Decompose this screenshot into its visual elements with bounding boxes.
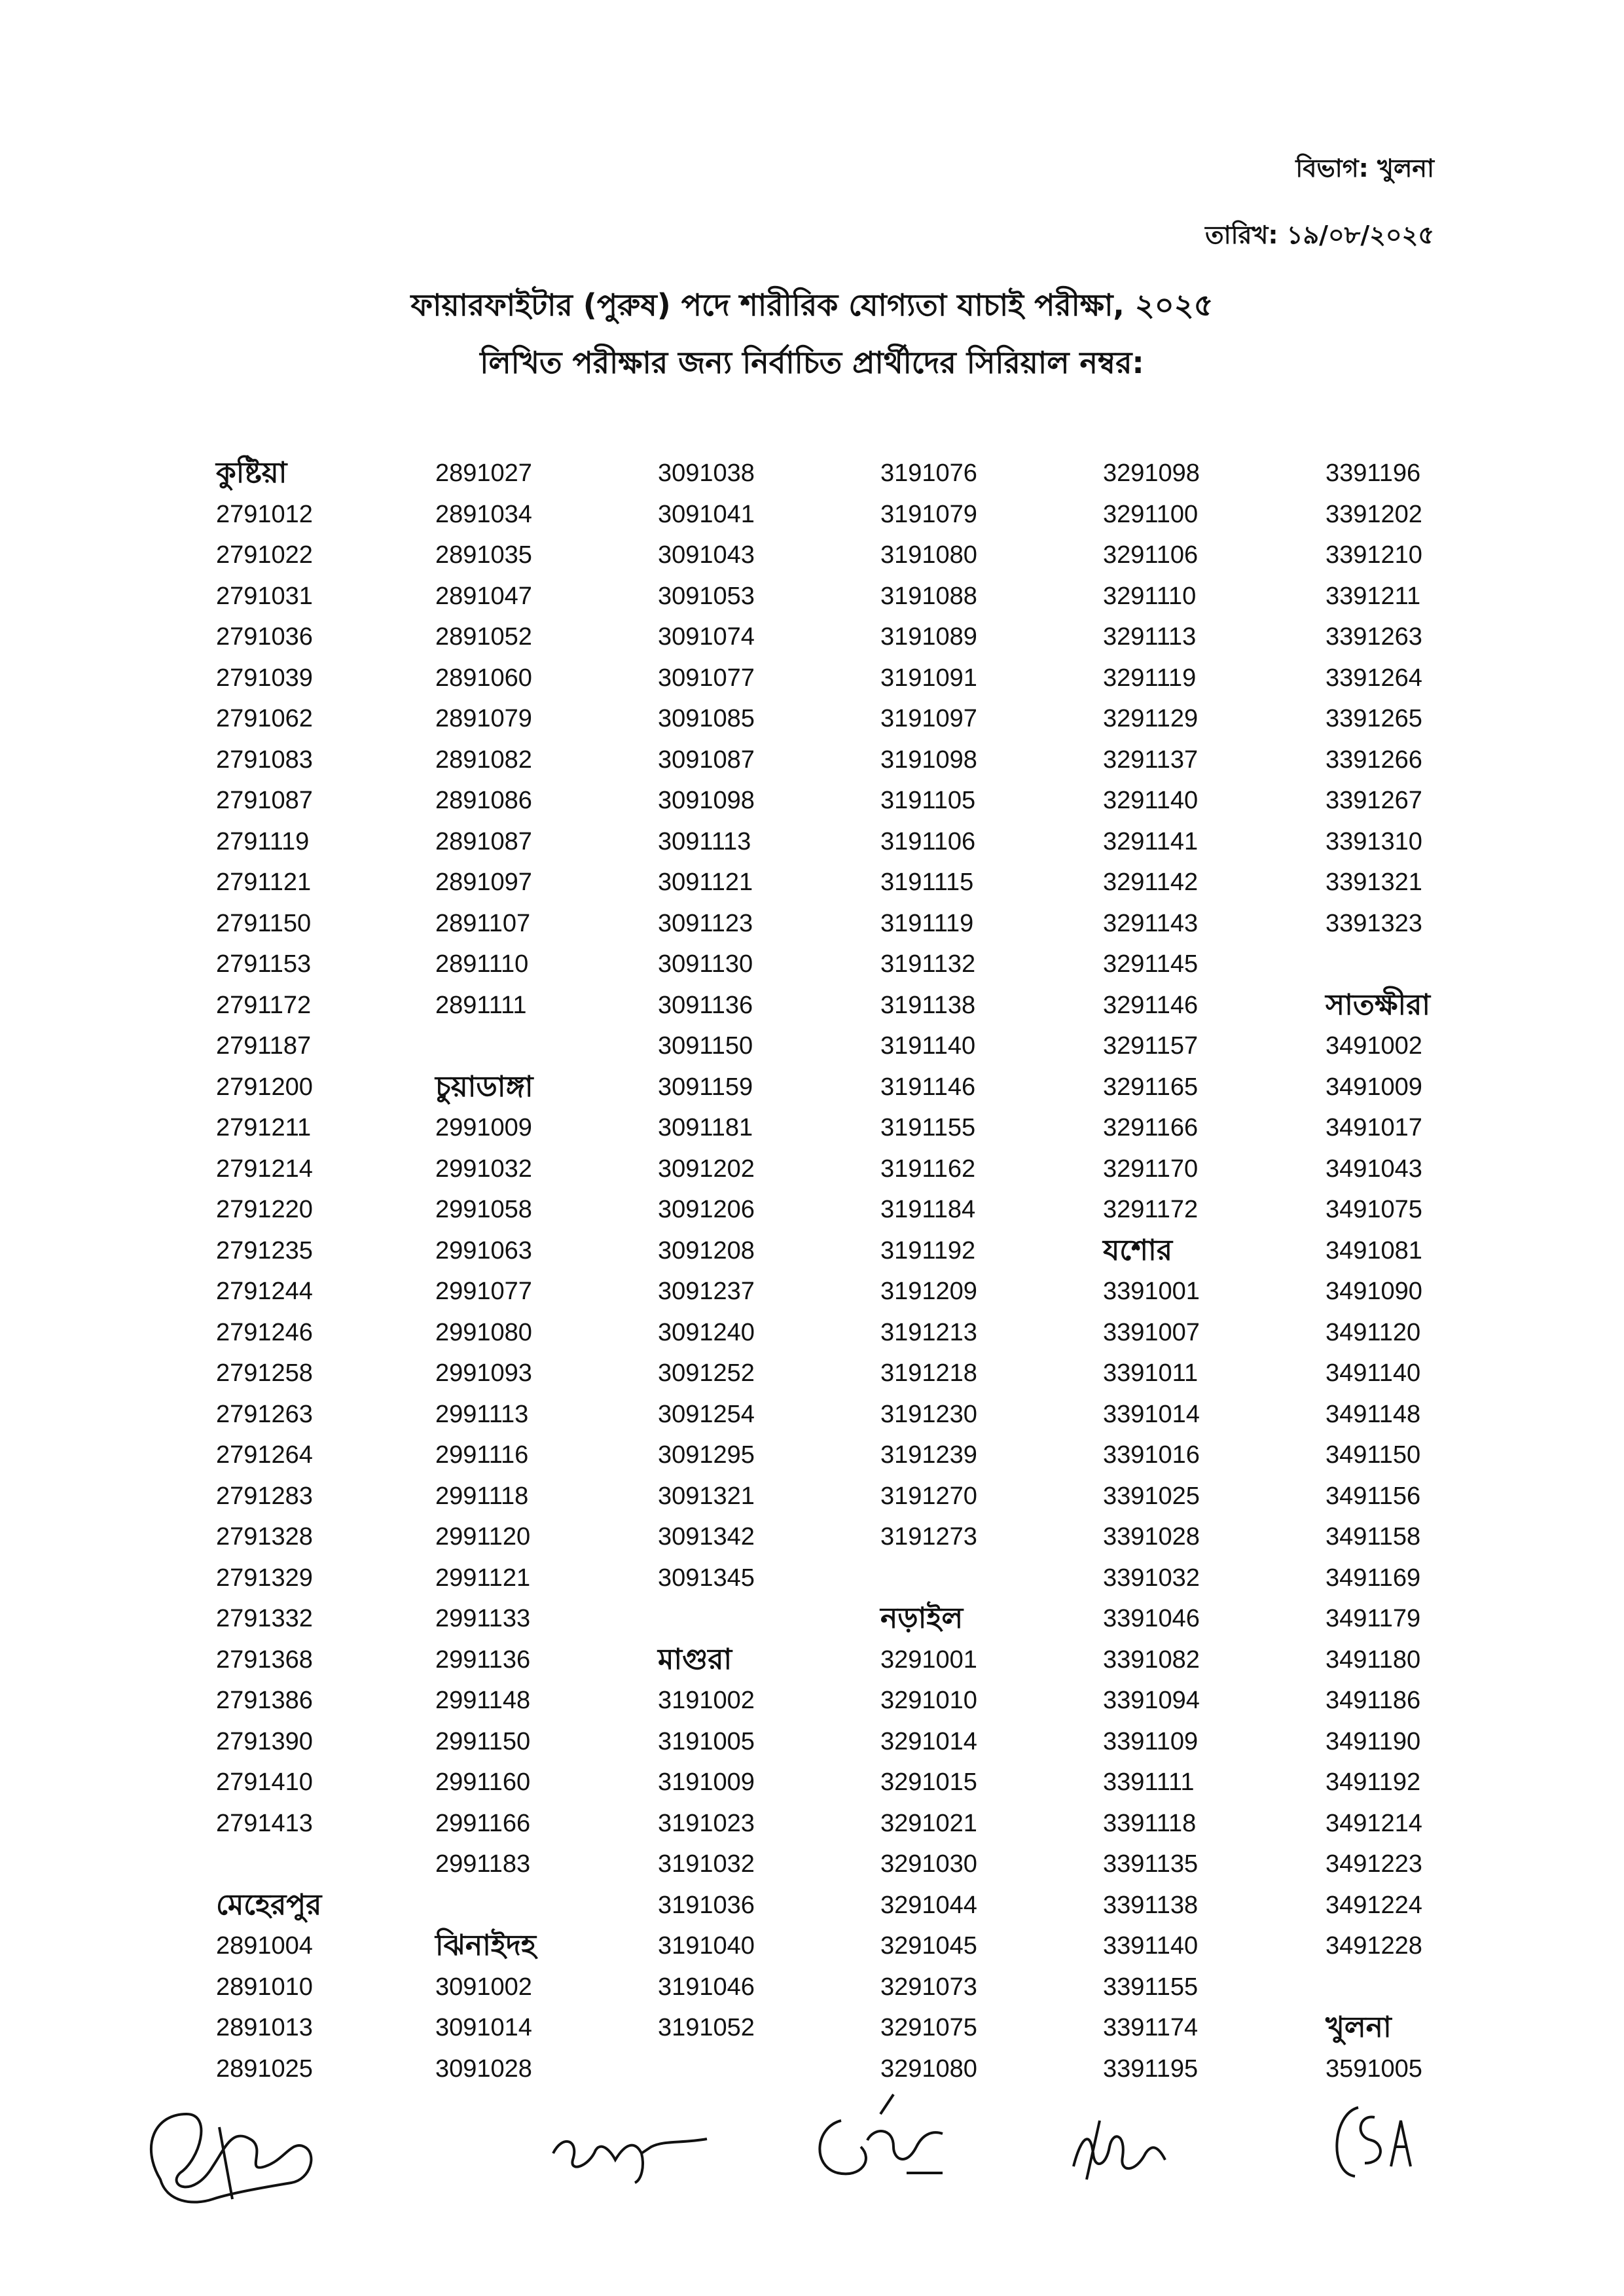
serial-number: 3591005 xyxy=(1326,2054,1422,2083)
serial-number: 3191052 xyxy=(658,2014,755,2041)
district-heading: চুয়াডাঙ্গা xyxy=(435,1069,533,1103)
serial-number: 3091002 xyxy=(435,1973,532,2001)
district-heading: যশোর xyxy=(1103,1233,1173,1267)
serial-number: 2891047 xyxy=(435,582,532,610)
serial-number: 3191273 xyxy=(880,1523,977,1551)
district-heading: মেহেরপুর xyxy=(216,1888,322,1922)
serial-number: 3091136 xyxy=(658,991,753,1019)
serial-number: 3291044 xyxy=(880,1891,977,1919)
serial-number: 3291129 xyxy=(1103,705,1199,732)
serial-number: 2891082 xyxy=(435,745,532,774)
serial-number: 2791220 xyxy=(216,1196,313,1223)
serial-number: 2991133 xyxy=(435,1605,531,1632)
serial-number: 3091202 xyxy=(658,1155,755,1183)
serial-number: 2991063 xyxy=(435,1236,532,1265)
serial-number: 2791263 xyxy=(216,1400,313,1428)
serial-number: 3191097 xyxy=(880,705,977,732)
serial-number: 3091321 xyxy=(658,1482,755,1510)
serial-number: 2891052 xyxy=(435,623,532,651)
serial-number: 3391001 xyxy=(1103,1278,1200,1305)
serial-number: 3091130 xyxy=(658,950,753,978)
serial-number: 2891013 xyxy=(216,2014,313,2041)
serial-number: 3291142 xyxy=(1103,869,1199,896)
serial-number: 3391109 xyxy=(1103,1727,1199,1755)
serial-number: 3391016 xyxy=(1103,1441,1200,1469)
serial-number: 3191155 xyxy=(880,1114,976,1141)
signature-3 xyxy=(802,2068,952,2219)
serial-number: 3191023 xyxy=(658,1809,755,1837)
serial-number: 3491081 xyxy=(1326,1236,1422,1265)
serial-number: 3191106 xyxy=(880,827,976,855)
serial-number: 2891111 xyxy=(435,991,527,1019)
serial-number: 2791368 xyxy=(216,1645,313,1674)
serial-number: 2891097 xyxy=(435,869,532,896)
serial-number: 2991113 xyxy=(435,1400,529,1428)
spacer-row xyxy=(658,1598,854,1640)
serial-number: 2991166 xyxy=(435,1809,531,1837)
serial-number: 3191138 xyxy=(880,991,976,1019)
serial-number: 3191002 xyxy=(658,1687,755,1714)
serial-number: 3191105 xyxy=(880,787,976,814)
serial-number: 3191270 xyxy=(880,1482,977,1510)
serial-number: 3091206 xyxy=(658,1196,755,1223)
serial-number: 3391174 xyxy=(1103,2014,1199,2041)
serial-number: 3391321 xyxy=(1326,869,1422,896)
serial-number: 3491224 xyxy=(1326,1891,1422,1919)
serial-number: 3391195 xyxy=(1103,2054,1199,2083)
serial-number: 3091121 xyxy=(658,869,753,896)
spacer-row xyxy=(435,1885,632,1926)
serial-number: 3291014 xyxy=(880,1727,977,1755)
page-title: ফায়ারফাইটার (পুরুষ) পদে শারীরিক যোগ্যতা যাচাই পরীক্ষা, ২০২৫ xyxy=(410,287,1214,323)
serial-number: 3491075 xyxy=(1326,1196,1422,1223)
serial-number: 2991120 xyxy=(435,1523,531,1551)
serial-number: 2991148 xyxy=(435,1687,531,1714)
column-2 xyxy=(435,453,632,2089)
serial-number: 3491009 xyxy=(1326,1073,1422,1101)
serial-number: 3391032 xyxy=(1103,1564,1200,1592)
serial-number: 3091087 xyxy=(658,745,755,774)
serial-number: 3291075 xyxy=(880,2014,977,2041)
serial-number: 3091345 xyxy=(658,1564,755,1592)
serial-number: 3391155 xyxy=(1103,1973,1199,2001)
serial-number: 3491043 xyxy=(1326,1155,1422,1183)
serial-number: 3291166 xyxy=(1103,1114,1199,1141)
serial-number: 3191140 xyxy=(880,1032,976,1060)
serial-number: 2791083 xyxy=(216,745,313,774)
serial-number: 3391267 xyxy=(1326,787,1422,814)
serial-number: 3291098 xyxy=(1103,459,1200,487)
serial-number: 2991032 xyxy=(435,1155,532,1183)
serial-number: 3091123 xyxy=(658,909,753,937)
serial-number: 3091240 xyxy=(658,1318,755,1346)
serial-number: 3391266 xyxy=(1326,745,1422,774)
serial-number: 3491017 xyxy=(1326,1114,1422,1141)
serial-number: 3091014 xyxy=(435,2014,532,2041)
serial-number: 3291157 xyxy=(1103,1032,1199,1060)
serial-number: 2891035 xyxy=(435,541,532,569)
serial-number: 3391135 xyxy=(1103,1850,1199,1878)
serial-number: 3291141 xyxy=(1103,827,1199,855)
serial-number: 3291143 xyxy=(1103,909,1199,937)
serial-number: 2791172 xyxy=(216,991,312,1019)
serial-number: 3391007 xyxy=(1103,1318,1200,1346)
serial-number: 3291146 xyxy=(1103,991,1199,1019)
serial-number: 3191146 xyxy=(880,1073,976,1101)
serial-number: 3391263 xyxy=(1326,623,1422,651)
serial-number: 3191230 xyxy=(880,1400,977,1428)
serial-number: 2791150 xyxy=(216,909,312,937)
serial-number: 2791062 xyxy=(216,705,313,732)
district-heading: খুলনা xyxy=(1326,2011,1392,2044)
serial-number: 2791246 xyxy=(216,1318,313,1346)
serial-number: 2791329 xyxy=(216,1564,313,1592)
serial-number: 3291172 xyxy=(1103,1196,1199,1223)
serial-number: 3491140 xyxy=(1326,1359,1421,1387)
serial-number: 3091053 xyxy=(658,582,755,610)
serial-number: 3291137 xyxy=(1103,745,1199,774)
serial-number: 3191005 xyxy=(658,1727,755,1755)
serial-number: 3191192 xyxy=(880,1236,976,1265)
serial-number: 3091028 xyxy=(435,2054,532,2083)
serial-number: 3091074 xyxy=(658,623,755,651)
serial-number: 3291170 xyxy=(1103,1155,1199,1183)
serial-number: 2991118 xyxy=(435,1482,529,1510)
serial-number: 2791211 xyxy=(216,1114,312,1141)
serial-number: 3191046 xyxy=(658,1973,755,2001)
serial-number: 2791036 xyxy=(216,623,313,651)
serial-number: 3491158 xyxy=(1326,1523,1421,1551)
serial-number: 3391046 xyxy=(1103,1605,1200,1632)
serial-number: 3391118 xyxy=(1103,1809,1197,1837)
column-4 xyxy=(880,453,1077,2089)
serial-number: 3191209 xyxy=(880,1278,977,1305)
signature-4 xyxy=(1054,2068,1172,2219)
serial-number: 3491148 xyxy=(1326,1400,1421,1428)
serial-number: 2891107 xyxy=(435,909,531,937)
signature-5 xyxy=(1319,2068,1424,2219)
column-5 xyxy=(1103,453,1299,2089)
spacer-row xyxy=(216,1844,412,1885)
serial-number: 2891110 xyxy=(435,950,529,978)
serial-number: 3191098 xyxy=(880,745,977,774)
serial-number: 3191040 xyxy=(658,1932,755,1960)
serial-number: 3091098 xyxy=(658,787,755,814)
serial-number: 2891025 xyxy=(216,2054,313,2083)
serial-number: 3391014 xyxy=(1103,1400,1200,1428)
serial-number: 3491169 xyxy=(1326,1564,1421,1592)
serial-number: 3391265 xyxy=(1326,705,1422,732)
serial-number: 2891079 xyxy=(435,705,532,732)
serial-number: 3291030 xyxy=(880,1850,977,1878)
column-6 xyxy=(1326,453,1522,2089)
serial-number: 2991080 xyxy=(435,1318,532,1346)
page-subtitle: লিখিত পরীক্ষার জন্য নির্বাচিত প্রার্থীদের সিরিয়াল নম্বর: xyxy=(480,345,1144,380)
serial-number: 3391210 xyxy=(1326,541,1422,569)
serial-number: 3291113 xyxy=(1103,623,1197,651)
signature-2 xyxy=(543,2068,713,2219)
serial-number: 3291080 xyxy=(880,2054,977,2083)
serial-number: 3191218 xyxy=(880,1359,977,1387)
serial-number: 2891027 xyxy=(435,459,532,487)
serial-number: 3191036 xyxy=(658,1891,755,1919)
serial-number: 3291073 xyxy=(880,1973,977,2001)
serial-number: 2791121 xyxy=(216,869,312,896)
serial-number: 2791283 xyxy=(216,1482,313,1510)
serial-number: 2991093 xyxy=(435,1359,532,1387)
serial-number: 3391082 xyxy=(1103,1645,1200,1674)
serial-number: 3191076 xyxy=(880,459,977,487)
serial-number: 3091077 xyxy=(658,664,755,692)
date-label: তারিখ: ১৯/০৮/২০২৫ xyxy=(1205,221,1434,249)
serial-number: 2891060 xyxy=(435,664,532,692)
serial-number: 3491192 xyxy=(1326,1768,1421,1796)
serial-number: 2991136 xyxy=(435,1645,531,1674)
column-1 xyxy=(216,453,412,2089)
serial-number: 3091295 xyxy=(658,1441,755,1469)
serial-number: 3491120 xyxy=(1326,1318,1421,1346)
serial-number: 3291100 xyxy=(1103,500,1199,528)
serial-number: 3491002 xyxy=(1326,1032,1422,1060)
serial-number: 2791187 xyxy=(216,1032,312,1060)
serial-number: 3391264 xyxy=(1326,664,1422,692)
serial-number: 2791390 xyxy=(216,1727,313,1755)
serial-number: 2791087 xyxy=(216,787,313,814)
serial-number: 3291145 xyxy=(1103,950,1199,978)
serial-number: 2791031 xyxy=(216,582,313,610)
serial-number: 3391140 xyxy=(1103,1932,1199,1960)
serial-number: 3191162 xyxy=(880,1155,976,1183)
district-heading: ঝিনাইদহ xyxy=(435,1929,537,1962)
serial-number: 2991150 xyxy=(435,1727,531,1755)
serial-number: 3191009 xyxy=(658,1768,755,1796)
serial-number: 3191184 xyxy=(880,1196,976,1223)
serial-number: 3291010 xyxy=(880,1687,977,1714)
serial-number: 3491190 xyxy=(1326,1727,1421,1755)
serial-number: 3491156 xyxy=(1326,1482,1421,1510)
serial-number: 2791119 xyxy=(216,827,310,855)
serial-number: 3191088 xyxy=(880,582,977,610)
column-3 xyxy=(658,453,854,2049)
serial-number: 2891087 xyxy=(435,827,532,855)
serial-number: 2891086 xyxy=(435,787,532,814)
serial-number: 3491223 xyxy=(1326,1850,1422,1878)
serial-number: 3291140 xyxy=(1103,787,1199,814)
serial-number: 3391202 xyxy=(1326,500,1422,528)
serial-number: 2991183 xyxy=(435,1850,531,1878)
serial-number: 2991121 xyxy=(435,1564,531,1592)
division-label: বিভাগ: খুলনা xyxy=(1295,154,1434,183)
serial-number: 3191239 xyxy=(880,1441,977,1469)
serial-number: 2991009 xyxy=(435,1114,532,1141)
serial-number: 2791332 xyxy=(216,1605,313,1632)
serial-number: 2791039 xyxy=(216,664,313,692)
serial-number: 3191091 xyxy=(880,664,977,692)
serial-number: 3191119 xyxy=(880,909,974,937)
serial-number: 3391011 xyxy=(1103,1359,1199,1387)
serial-number: 3091113 xyxy=(658,827,751,855)
serial-number: 3491090 xyxy=(1326,1278,1422,1305)
signature-1 xyxy=(134,2068,337,2219)
serial-number: 3191089 xyxy=(880,623,977,651)
serial-number: 3091252 xyxy=(658,1359,755,1387)
spacer-row xyxy=(1326,944,1522,985)
serial-number: 3491180 xyxy=(1326,1645,1421,1674)
serial-number: 3291106 xyxy=(1103,541,1199,569)
spacer-row xyxy=(435,1026,632,1067)
serial-number: 2791012 xyxy=(216,500,313,528)
serial-number: 2791235 xyxy=(216,1236,313,1265)
serial-number: 3391196 xyxy=(1326,459,1421,487)
serial-number: 3391028 xyxy=(1103,1523,1200,1551)
serial-number: 3091208 xyxy=(658,1236,755,1265)
serial-number: 3091041 xyxy=(658,500,755,528)
serial-number: 3091038 xyxy=(658,459,755,487)
serial-number: 3291165 xyxy=(1103,1073,1199,1101)
serial-number: 3091085 xyxy=(658,705,755,732)
serial-number: 3391138 xyxy=(1103,1891,1199,1919)
serial-number: 3091159 xyxy=(658,1073,753,1101)
district-heading: কুষ্টিয়া xyxy=(216,456,287,490)
serial-number: 3191115 xyxy=(880,869,974,896)
spacer-row xyxy=(880,1558,1077,1599)
serial-number: 2891010 xyxy=(216,1973,313,2001)
serial-number: 3091342 xyxy=(658,1523,755,1551)
serial-number: 3291119 xyxy=(1103,664,1197,692)
serial-number: 2791386 xyxy=(216,1687,313,1714)
serial-number: 3191079 xyxy=(880,500,977,528)
serial-number: 3291001 xyxy=(880,1645,977,1674)
serial-number: 3291015 xyxy=(880,1768,977,1796)
serial-number: 3091254 xyxy=(658,1400,755,1428)
serial-number: 3191032 xyxy=(658,1850,755,1878)
serial-number: 2991160 xyxy=(435,1768,531,1796)
serial-number: 2791264 xyxy=(216,1441,313,1469)
serial-number: 2991116 xyxy=(435,1441,529,1469)
serial-number: 2791328 xyxy=(216,1523,313,1551)
serial-number: 3391025 xyxy=(1103,1482,1200,1510)
serial-number: 2991077 xyxy=(435,1278,532,1305)
serial-number: 2791244 xyxy=(216,1278,313,1305)
serial-number: 2791214 xyxy=(216,1155,313,1183)
serial-number: 3391323 xyxy=(1326,909,1422,937)
district-heading: নড়াইল xyxy=(880,1602,964,1635)
spacer-row xyxy=(1326,1967,1522,2008)
serial-number: 2791258 xyxy=(216,1359,313,1387)
serial-number: 2791200 xyxy=(216,1073,313,1101)
serial-number: 2991058 xyxy=(435,1196,532,1223)
serial-number: 3391094 xyxy=(1103,1687,1200,1714)
serial-number: 3491228 xyxy=(1326,1932,1422,1960)
serial-number: 3191213 xyxy=(880,1318,977,1346)
serial-number: 2791153 xyxy=(216,950,312,978)
serial-number: 3291110 xyxy=(1103,582,1197,610)
serial-number: 3491186 xyxy=(1326,1687,1421,1714)
serial-number: 3291021 xyxy=(880,1809,977,1837)
district-heading: মাগুরা xyxy=(658,1642,732,1676)
district-heading: সাতক্ষীরা xyxy=(1326,988,1431,1022)
serial-number: 3391111 xyxy=(1103,1768,1195,1796)
serial-number: 2791413 xyxy=(216,1809,313,1837)
serial-number: 3391211 xyxy=(1326,582,1421,610)
serial-number: 3391310 xyxy=(1326,827,1422,855)
serial-number: 3091237 xyxy=(658,1278,755,1305)
serial-number: 3491150 xyxy=(1326,1441,1421,1469)
serial-number: 3191080 xyxy=(880,541,977,569)
serial-number: 2891004 xyxy=(216,1932,313,1960)
serial-number: 3491179 xyxy=(1326,1605,1421,1632)
serial-number: 3091043 xyxy=(658,541,755,569)
serial-number: 3091181 xyxy=(658,1114,753,1141)
serial-number: 3291045 xyxy=(880,1932,977,1960)
serial-number: 3191132 xyxy=(880,950,976,978)
serial-number: 3091150 xyxy=(658,1032,753,1060)
serial-number: 2891034 xyxy=(435,500,532,528)
serial-number: 2791410 xyxy=(216,1768,313,1796)
serial-number: 3491214 xyxy=(1326,1809,1422,1837)
serial-number: 2791022 xyxy=(216,541,313,569)
